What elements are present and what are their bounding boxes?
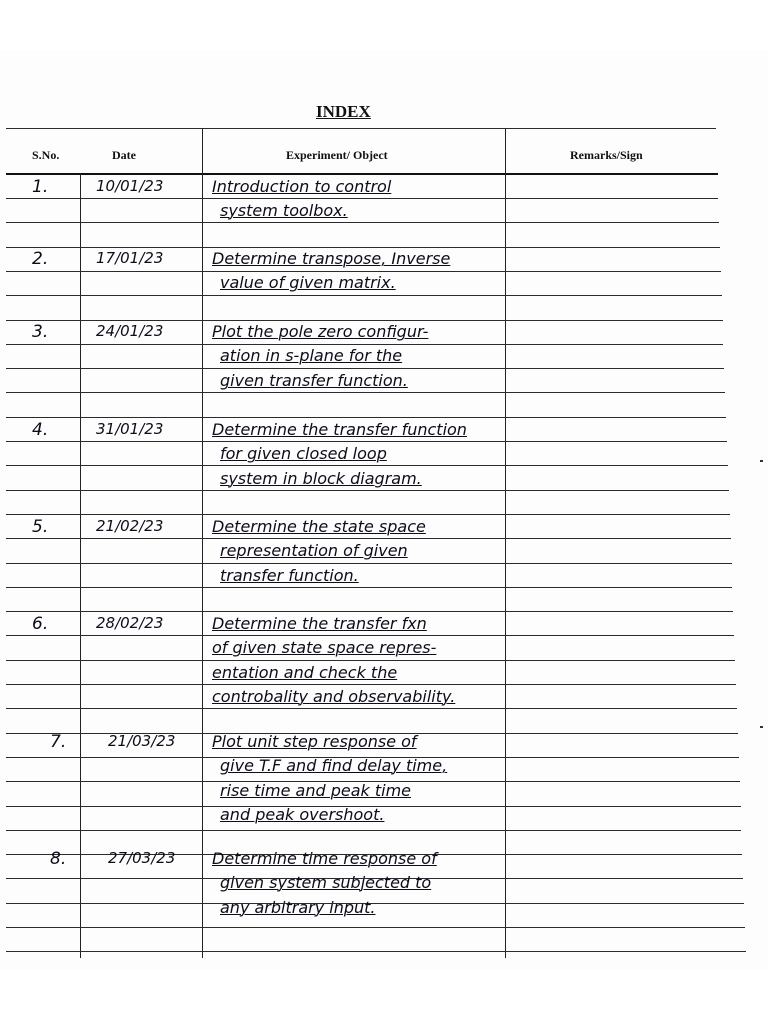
row-sno: 4. <box>32 420 49 440</box>
experiment-line: entation and check the <box>212 663 398 682</box>
row-date: 28/02/23 <box>96 614 164 632</box>
row-date: 27/03/23 <box>108 849 176 867</box>
row-date: 24/01/23 <box>96 322 164 340</box>
experiment-line: Plot the pole zero configur- <box>212 322 429 341</box>
header-date: Date <box>112 148 136 162</box>
experiment-line: ation in s-plane for the <box>220 346 403 365</box>
experiment-line: controbality and observability. <box>212 687 456 706</box>
ruled-line <box>6 392 725 393</box>
ruled-line <box>6 295 722 296</box>
experiment-line: system in block diagram. <box>220 469 422 488</box>
ruled-line <box>6 684 736 685</box>
experiment-line: system toolbox. <box>220 201 348 220</box>
header-bottom-rule <box>6 173 718 175</box>
ruled-line <box>6 514 730 515</box>
row-sno: 8. <box>50 849 67 869</box>
ruled-line <box>6 611 733 612</box>
row-sno: 3. <box>32 322 49 342</box>
experiment-line: give T.F and find delay time, <box>220 756 448 775</box>
margin-mark <box>760 460 763 462</box>
header-experiment: Experiment/ Object <box>286 148 388 162</box>
experiment-line: Introduction to control <box>212 177 392 196</box>
row-sno: 7. <box>50 732 67 752</box>
header-sno: S.No. <box>32 148 60 162</box>
ruled-line <box>6 368 724 369</box>
ruled-line <box>6 198 718 199</box>
ruled-line <box>6 951 746 952</box>
experiment-line: Plot unit step response of <box>212 732 417 751</box>
ruled-line <box>6 222 719 223</box>
experiment-line: any arbitrary input. <box>220 898 376 917</box>
ruled-line <box>6 465 728 466</box>
experiment-line: Determine transpose, Inverse <box>212 249 451 268</box>
ruled-line <box>6 587 732 588</box>
row-date: 21/03/23 <box>108 732 176 750</box>
row-sno: 6. <box>32 614 49 634</box>
ruled-line <box>6 441 727 442</box>
margin-mark <box>760 726 763 728</box>
row-date: 17/01/23 <box>96 249 164 267</box>
row-sno: 1. <box>32 177 49 197</box>
column-divider-date <box>202 128 203 958</box>
page-title: INDEX <box>316 102 371 121</box>
ruled-line <box>6 271 721 272</box>
experiment-line: representation of given <box>220 541 408 560</box>
row-sno: 5. <box>32 517 49 537</box>
ruled-line <box>6 344 723 345</box>
experiment-line: transfer function. <box>220 566 359 585</box>
row-date: 21/02/23 <box>96 517 164 535</box>
experiment-line: Determine the state space <box>212 517 426 536</box>
header-top-rule <box>6 128 716 129</box>
ruled-line <box>6 830 741 831</box>
ruled-line <box>6 320 723 321</box>
column-divider-sno <box>80 173 81 958</box>
experiment-line: given transfer function. <box>220 371 408 390</box>
header-remarks: Remarks/Sign <box>570 148 643 162</box>
experiment-line: rise time and peak time <box>220 781 412 800</box>
ruled-line <box>6 660 735 661</box>
row-sno: 2. <box>32 249 49 269</box>
ruled-line <box>6 927 745 928</box>
row-date: 31/01/23 <box>96 420 164 438</box>
row-date: 10/01/23 <box>96 177 164 195</box>
ruled-line <box>6 490 729 491</box>
experiment-line: for given closed loop <box>220 444 387 463</box>
ruled-line <box>6 563 732 564</box>
experiment-line: Determine time response of <box>212 849 437 868</box>
experiment-line: given system subjected to <box>220 873 432 892</box>
ruled-line <box>6 247 720 248</box>
experiment-line: and peak overshoot. <box>220 805 385 824</box>
experiment-line: value of given matrix. <box>220 273 396 292</box>
column-divider-experiment <box>505 128 506 958</box>
ruled-line <box>6 538 731 539</box>
experiment-line: Determine the transfer function <box>212 420 467 439</box>
ruled-line <box>6 417 726 418</box>
index-page <box>0 50 768 970</box>
experiment-line: of given state space repres- <box>212 638 437 657</box>
ruled-line <box>6 635 734 636</box>
experiment-line: Determine the transfer fxn <box>212 614 427 633</box>
ruled-line <box>6 708 737 709</box>
